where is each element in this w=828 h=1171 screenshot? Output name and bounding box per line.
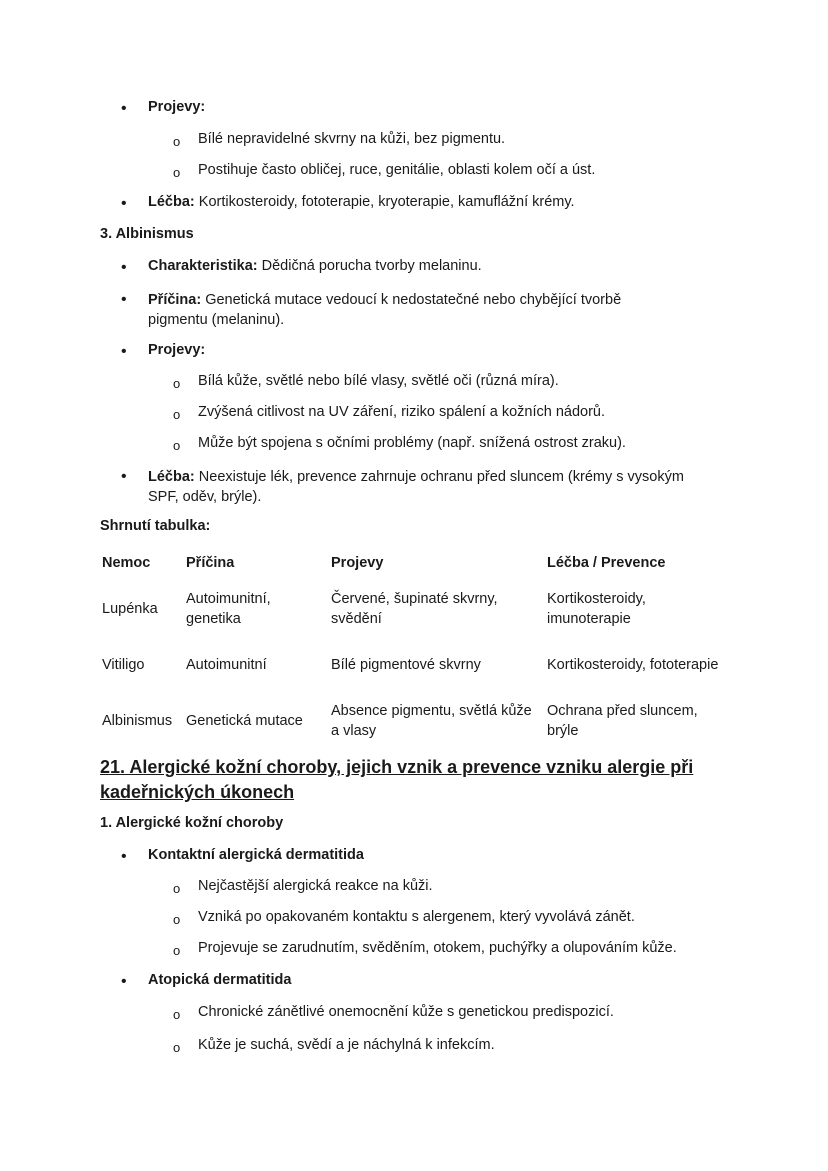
table-header-cell: Příčina: [186, 555, 235, 571]
vitiligo-projevy-item: Bílé nepravidelné skvrny na kůži, bez pigmentu.: [198, 131, 506, 147]
albinismus-lecba-text: Neexistuje lék, prevence zahrnuje ochranu před sluncem (krémy s vysokým SPF, oděv, brýle).: [148, 469, 684, 505]
table-cell: Vitiligo: [102, 657, 145, 673]
summary-heading: Shrnutí tabulka:: [100, 518, 211, 534]
vitiligo-lecba-label: Léčba:: [148, 194, 195, 210]
table-header-cell: Léčba / Prevence: [547, 555, 666, 571]
albinismus-pricina: [148, 290, 683, 330]
sub-bullet-icon: o: [173, 134, 181, 149]
vitiligo-projevy-item: Postihuje často obličej, ruce, genitálie, oblasti kolem očí a úst.: [198, 162, 596, 178]
pricina-text: Genetická mutace vedoucí k nedostatečné nebo chybějící tvorbě pigmentu (melaninu).: [148, 292, 622, 328]
bullet-icon: •: [121, 343, 127, 360]
sub-bullet-icon: o: [173, 407, 181, 422]
albinismus-heading: 3. Albinismus: [100, 226, 194, 242]
sub-bullet-icon: o: [173, 943, 181, 958]
sub-bullet-icon: o: [173, 165, 181, 180]
table-row: [96, 637, 733, 693]
charakteristika-text: Dědičná porucha tvorby melaninu.: [257, 258, 482, 274]
pricina-label: Příčina:: [148, 292, 202, 308]
table-cell: Autoimunitní, genetika: [186, 591, 271, 627]
section-21-title: 21. Alergické kožní choroby, jejich vznik a prevence vzniku alergie při kadeřnických úkonech: [100, 757, 694, 802]
sub-bullet-icon: o: [173, 912, 181, 927]
bullet-icon: •: [121, 973, 127, 990]
vitiligo-lecba-text: Kortikosteroidy, fototerapie, kryoterapie, kamuflážní krémy.: [194, 194, 575, 210]
kontaktni-item: Nejčastější alergická reakce na kůži.: [198, 878, 433, 894]
table-row: [96, 693, 733, 749]
bullet-icon: •: [121, 468, 127, 485]
kontaktni-item: Vzniká po opakovaném kontaktu s alergenem, který vyvolává zánět.: [198, 909, 635, 925]
sub-bullet-icon: o: [173, 1040, 181, 1055]
table-header-cell: Nemoc: [102, 555, 151, 571]
table-cell: Kortikosteroidy, imunoterapie: [547, 591, 646, 627]
albinismus-lecba-label: Léčba:: [148, 469, 195, 485]
table-cell: Ochrana před sluncem, brýle: [547, 703, 698, 739]
table-cell: Bílé pigmentové skvrny: [331, 657, 481, 673]
charakteristika-label: Charakteristika:: [148, 258, 258, 274]
albinismus-projevy-item: Bílá kůže, světlé nebo bílé vlasy, světlé oči (různá míra).: [198, 373, 559, 389]
vitiligo-projevy-label: Projevy:: [148, 99, 206, 115]
kontaktni-item: Projevuje se zarudnutím, svěděním, otokem, puchýřky a olupováním kůže.: [198, 940, 677, 956]
sub-bullet-icon: o: [173, 881, 181, 896]
table-cell: Červené, šupinaté skvrny, svědění: [331, 591, 498, 627]
table-row: [96, 581, 733, 637]
section-21-subheading: 1. Alergické kožní choroby: [100, 815, 284, 831]
atopicka-item: Chronické zánětlivé onemocnění kůže s genetickou predispozicí.: [198, 1004, 614, 1020]
table-cell: Lupénka: [102, 601, 158, 617]
bullet-icon: •: [121, 291, 127, 308]
albinismus-lecba: [148, 467, 688, 507]
table-cell: Absence pigmentu, světlá kůže a vlasy: [331, 703, 532, 739]
albinismus-projevy-item: Může být spojena s očními problémy (např. snížená ostrost zraku).: [198, 435, 626, 451]
atopicka-item: Kůže je suchá, svědí a je náchylná k infekcím.: [198, 1037, 495, 1053]
bullet-icon: •: [121, 100, 127, 117]
albinismus-charakteristika: [148, 258, 482, 274]
albinismus-projevy-label: Projevy:: [148, 342, 206, 358]
sub-bullet-icon: o: [173, 376, 181, 391]
bullet-icon: •: [121, 195, 127, 212]
sub-bullet-icon: o: [173, 1007, 181, 1022]
bullet-icon: •: [121, 848, 127, 865]
table-cell: Autoimunitní: [186, 657, 267, 673]
table-cell: Albinismus: [102, 713, 173, 729]
kontaktni-dermatitida-label: Kontaktní alergická dermatitida: [148, 847, 364, 863]
table-cell: Genetická mutace: [186, 713, 303, 729]
atopicka-dermatitida-label: Atopická dermatitida: [148, 972, 292, 988]
table-header-cell: Projevy: [331, 555, 384, 571]
vitiligo-lecba: [148, 194, 575, 210]
table-cell: Kortikosteroidy, fototerapie: [547, 657, 719, 673]
bullet-icon: •: [121, 259, 127, 276]
summary-table: [96, 545, 733, 749]
table-header-row: [96, 545, 733, 581]
albinismus-projevy-item: Zvýšená citlivost na UV záření, riziko spálení a kožních nádorů.: [198, 404, 605, 420]
sub-bullet-icon: o: [173, 438, 181, 453]
